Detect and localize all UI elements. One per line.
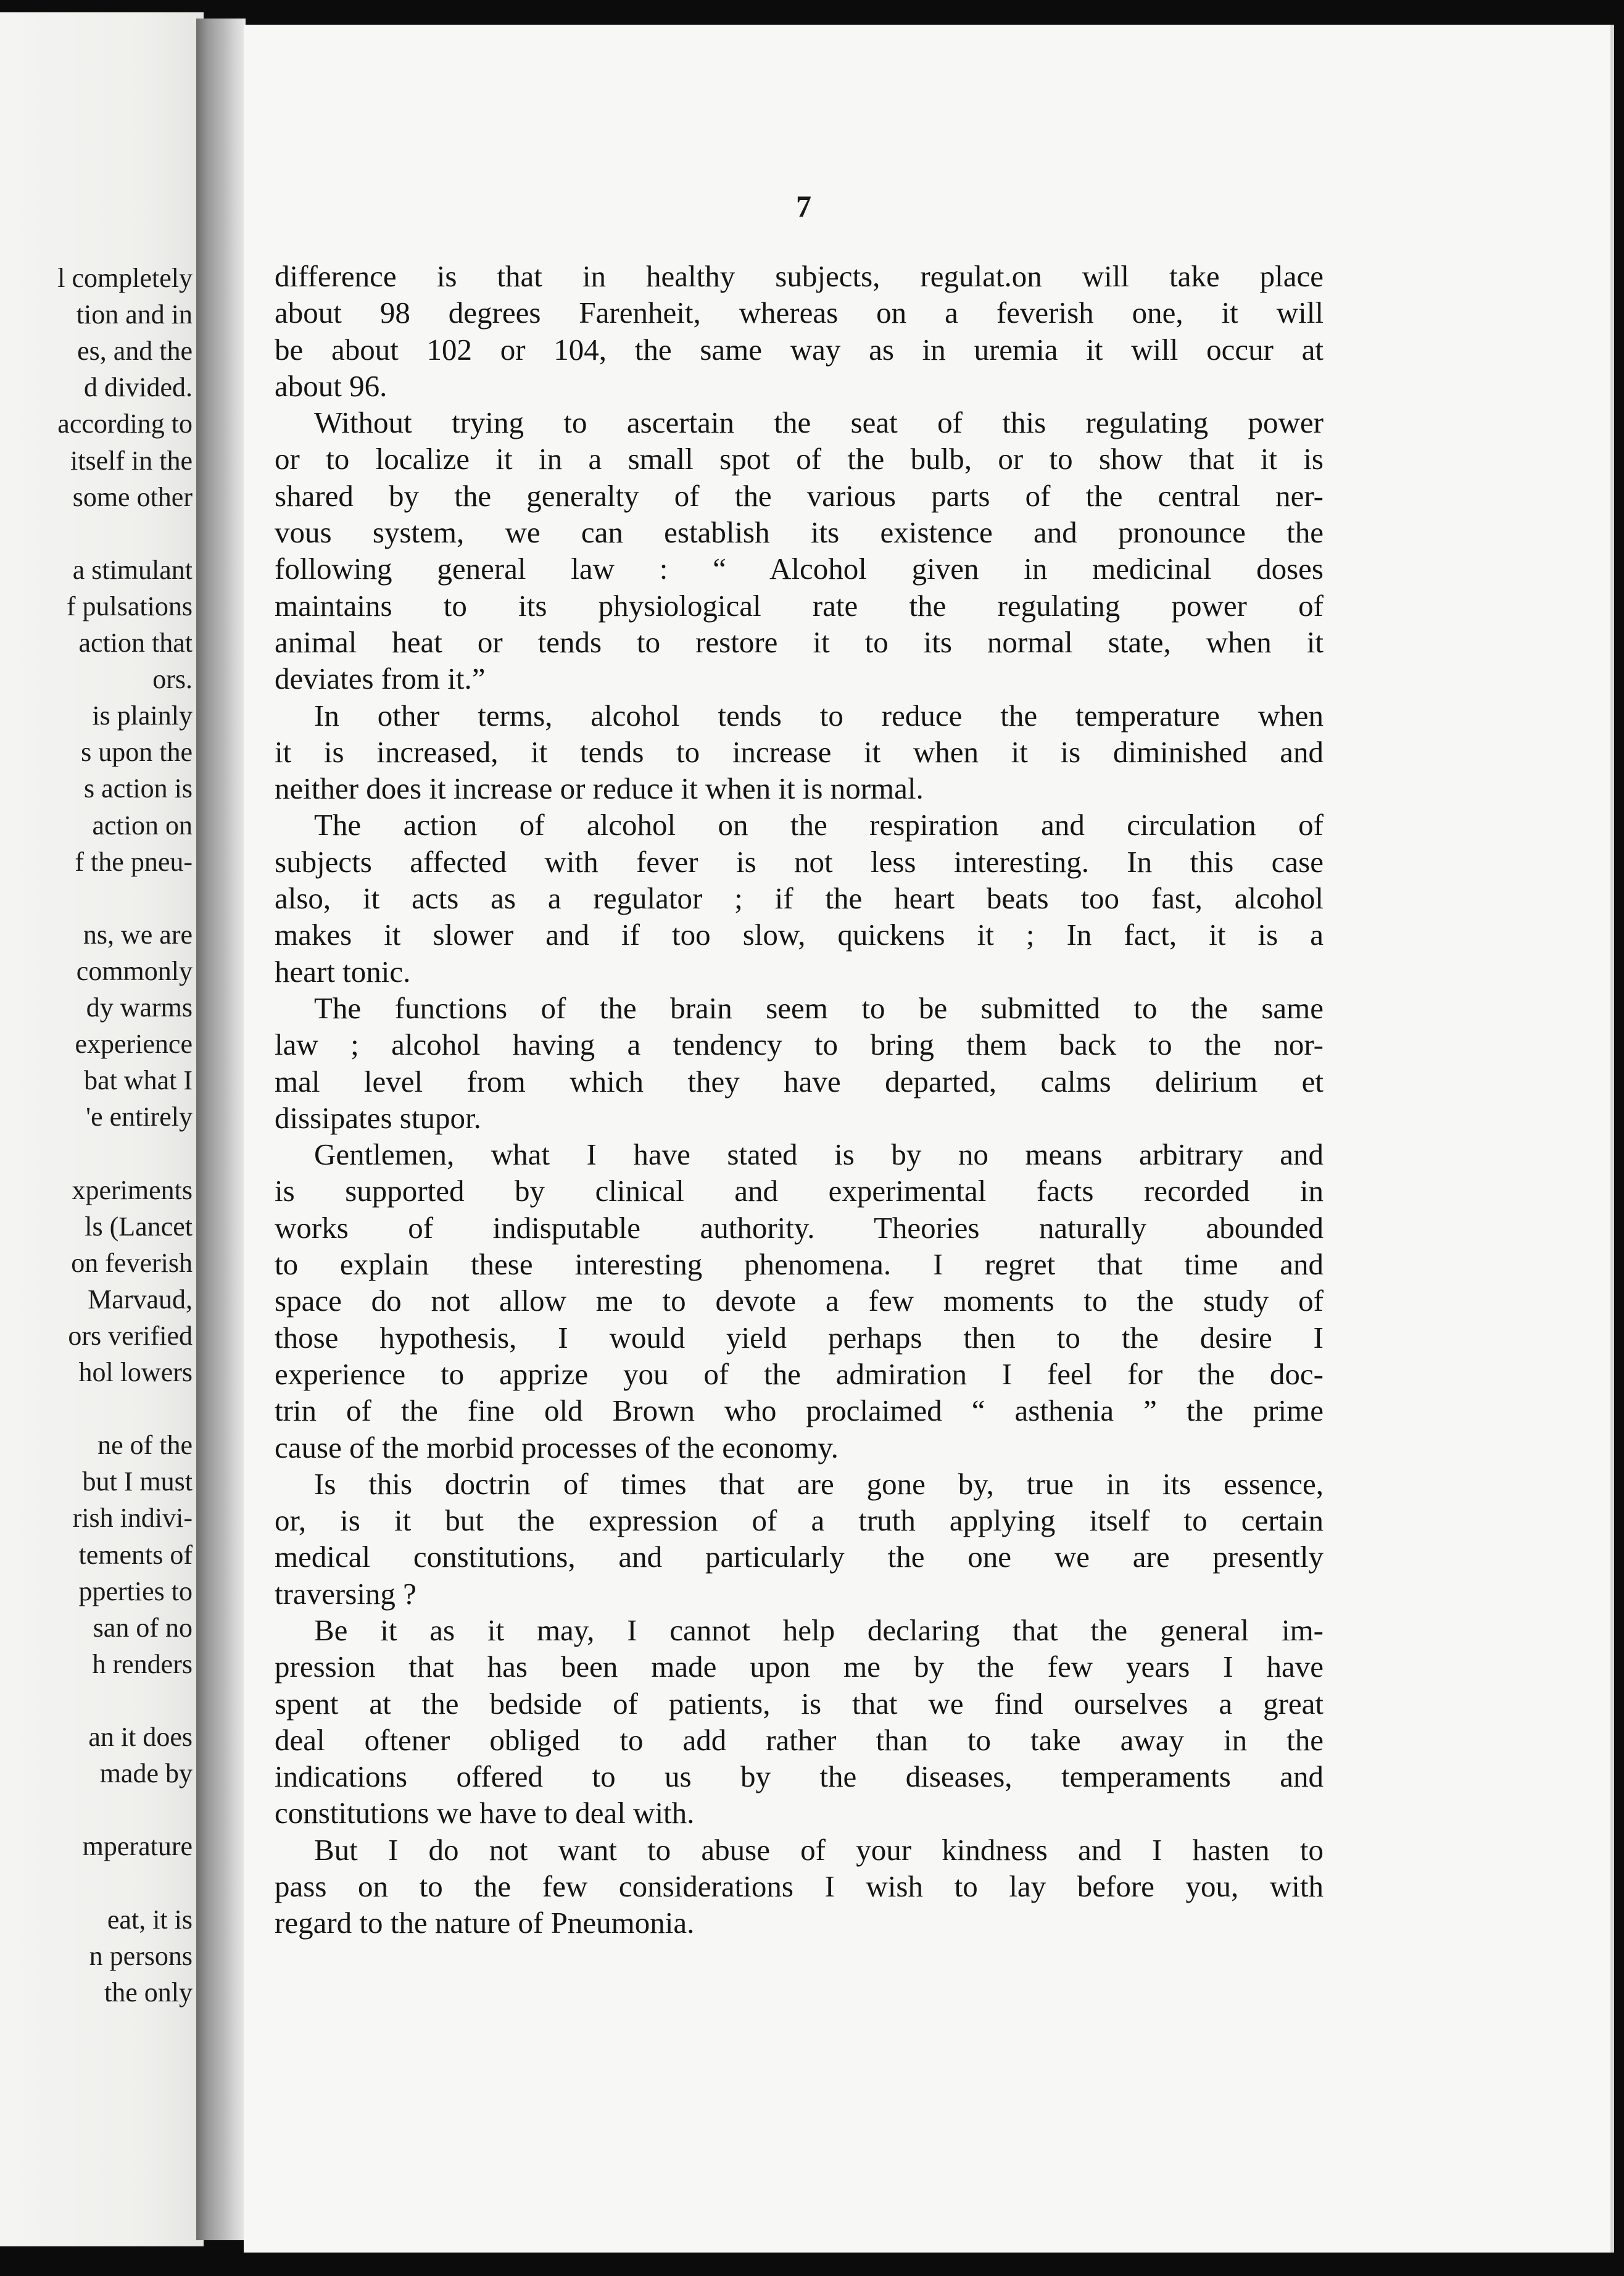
- text-line: maintains to its physiological rate the regulating power of: [275, 588, 1324, 623]
- left-page-fragment: pperties to: [78, 1576, 193, 1606]
- text-line: animal heat or tends to restore it to its normal state, when it: [275, 625, 1324, 659]
- left-page-fragment: ors.: [152, 664, 193, 695]
- left-page-fragment: ns, we are: [83, 919, 193, 950]
- text-line: makes it slower and if too slow, quickens it ; In fact, it is a: [275, 918, 1324, 952]
- left-page-fragment: h renders: [92, 1648, 193, 1679]
- left-page-fragment: experience: [75, 1029, 193, 1060]
- text-line: experience to apprize you of the admiration I feel for the doc-: [275, 1356, 1324, 1391]
- left-page-fragment: on feverish: [71, 1247, 193, 1278]
- text-line: neither does it increase or reduce it when it is normal.: [275, 771, 924, 806]
- left-page-fragment: n persons: [89, 1940, 193, 1971]
- left-page-fragment: tements of: [78, 1539, 193, 1570]
- text-line: or to localize it in a small spot of the bulb, or to show that it is: [275, 442, 1324, 476]
- left-page-fragment: some other: [72, 481, 193, 512]
- left-page-fragment: an it does: [88, 1722, 193, 1752]
- text-line: shared by the generalty of the various parts of the central ner-: [275, 478, 1324, 513]
- left-page-fragment: made by: [99, 1758, 193, 1789]
- left-page-fragment: action that: [78, 628, 193, 658]
- left-page-fragment: 'e entirely: [86, 1102, 193, 1132]
- text-line: space do not allow me to devote a few moments to the study of: [275, 1284, 1324, 1318]
- text-line: Without trying to ascertain the seat of this regulating power: [314, 405, 1324, 440]
- text-line: is supported by clinical and experimental facts recorded in: [275, 1174, 1324, 1208]
- text-line: regard to the nature of Pneumonia.: [275, 1906, 695, 1940]
- book-gutter-shadow: [196, 19, 246, 2240]
- page-number: 7: [796, 189, 811, 223]
- left-page-fragment: mperature: [82, 1831, 193, 1862]
- text-line: works of indisputable authority. Theories naturally abounded: [275, 1210, 1324, 1245]
- text-line: The functions of the brain seem to be submitted to the same: [314, 991, 1324, 1025]
- text-line: following general law : “ Alcohol given in medicinal doses: [275, 552, 1324, 586]
- text-line: Is this doctrin of times that are gone by, true in its essence,: [314, 1466, 1324, 1501]
- text-line: constitutions we have to deal with.: [275, 1796, 695, 1830]
- left-page-fragment: according to: [57, 409, 193, 439]
- text-line: or, is it but the expression of a truth applying itself to certain: [275, 1503, 1324, 1538]
- left-page-fragment: hol lowers: [78, 1357, 193, 1387]
- text-line: about 98 degrees Farenheit, whereas on a feverish one, it will: [275, 296, 1324, 330]
- text-line: But I do not want to abuse of your kindness and I hasten to: [314, 1832, 1324, 1867]
- left-page-fragment: s upon the: [81, 737, 193, 768]
- left-page-fragment: itself in the: [70, 445, 193, 476]
- text-line: about 96.: [275, 368, 387, 403]
- left-page-fragment: xperiments: [72, 1174, 193, 1205]
- left-page-fragment: tion and in: [76, 299, 193, 330]
- text-line: indications offered to us by the diseases, temperaments and: [275, 1759, 1324, 1794]
- left-page-fragment: Marvaud,: [88, 1284, 193, 1315]
- text-line: vous system, we can establish its existence and pronounce the: [275, 515, 1324, 550]
- text-line: Gentlemen, what I have stated is by no means arbitrary and: [314, 1137, 1324, 1172]
- left-page-edge: [0, 12, 204, 2246]
- text-line: to explain these interesting phenomena. I regret that time and: [275, 1247, 1324, 1282]
- text-line: cause of the morbid processes of the economy.: [275, 1430, 839, 1464]
- text-line: those hypothesis, I would yield perhaps then to the desire I: [275, 1320, 1324, 1355]
- left-page-fragment: commonly: [76, 955, 193, 986]
- text-line: spent at the bedside of patients, is that we find ourselves a great: [275, 1686, 1324, 1721]
- text-line: deal oftener obliged to add rather than to take away in the: [275, 1722, 1324, 1757]
- text-line: difference is that in healthy subjects, regulat.on will take place: [275, 259, 1324, 293]
- left-page-fragment: dy warms: [86, 992, 193, 1023]
- body-text: [275, 258, 1324, 1942]
- text-line: pression that has been made upon me by the few years I have: [275, 1650, 1324, 1684]
- left-page-fragment: a stimulant: [72, 554, 193, 585]
- left-page-fragment: d divided.: [84, 372, 193, 403]
- left-page-fragment: f pulsations: [66, 591, 193, 621]
- text-line: pass on to the few considerations I wish to lay before you, with: [275, 1869, 1324, 1904]
- text-line: Be it as it may, I cannot help declaring that the general im-: [314, 1613, 1324, 1647]
- text-line: deviates from it.”: [275, 662, 486, 696]
- left-page-fragment: ls (Lancet: [85, 1211, 193, 1242]
- text-line: medical constitutions, and particularly the one we are presently: [275, 1540, 1324, 1574]
- left-page-fragment: ne of the: [97, 1430, 193, 1461]
- text-line: also, it acts as a regulator ; if the heart beats too fast, alcohol: [275, 881, 1324, 916]
- left-page-fragment: s action is: [84, 773, 193, 804]
- text-line: traversing ?: [275, 1576, 416, 1611]
- left-page-fragment: action on: [92, 810, 193, 841]
- left-page-fragment: is plainly: [92, 700, 193, 731]
- left-page-fragment: bat what I: [84, 1065, 193, 1096]
- text-line: In other terms, alcohol tends to reduce the temperature when: [314, 698, 1324, 733]
- left-page-fragment: san of no: [93, 1612, 193, 1643]
- text-line: subjects affected with fever is not less interesting. In this case: [275, 844, 1324, 879]
- left-page-fragment: eat, it is: [107, 1904, 193, 1935]
- text-line: mal level from which they have departed, calms delirium et: [275, 1064, 1324, 1099]
- text-line: it is increased, it tends to increase it when it is diminished and: [275, 734, 1324, 769]
- left-page-fragment: rish indivi-: [72, 1503, 193, 1534]
- text-line: be about 102 or 104, the same way as in uremia it will occur at: [275, 332, 1324, 367]
- left-page-fragment: the only: [104, 1977, 193, 2008]
- left-page-fragment: es, and the: [77, 336, 193, 367]
- text-line: dissipates stupor.: [275, 1100, 481, 1135]
- text-line: heart tonic.: [275, 954, 411, 989]
- text-line: law ; alcohol having a tendency to bring them back to the nor-: [275, 1028, 1324, 1062]
- left-page-fragment: but I must: [82, 1466, 193, 1497]
- left-page-fragment: f the pneu-: [75, 846, 193, 877]
- left-page-fragment: l completely: [57, 263, 193, 293]
- text-line: The action of alcohol on the respiration and circulation of: [314, 808, 1324, 842]
- left-page-fragment: ors verified: [68, 1320, 193, 1351]
- text-line: trin of the fine old Brown who proclaimed “ asthenia ” the prime: [275, 1393, 1324, 1428]
